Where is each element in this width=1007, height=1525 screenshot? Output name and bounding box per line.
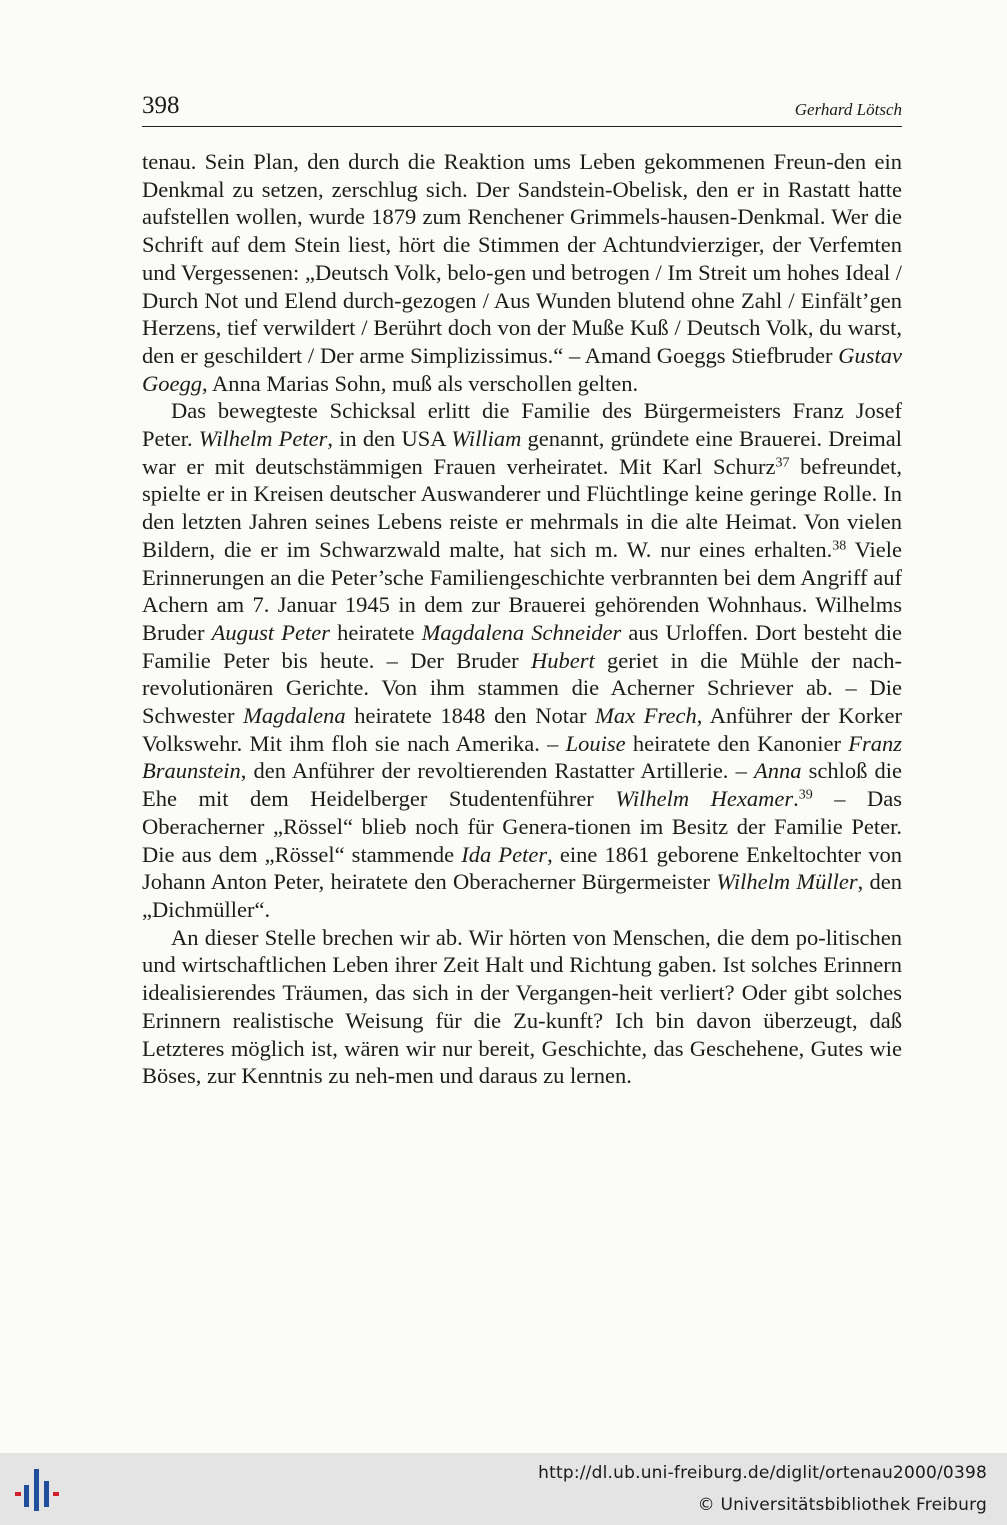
text-run: , Anführer der Korker Volkswehr. Mit ihm floh sie nach Amerika. – [142, 703, 903, 756]
logo-blue-bar-3 [44, 1481, 49, 1507]
italic-name: William [451, 426, 522, 452]
text-run: . [793, 786, 799, 812]
italic-name: Ida Peter [461, 841, 548, 867]
paragraph [142, 148, 902, 397]
permalink-url[interactable]: http://dl.ub.uni-freiburg.de/diglit/ortenau2000/0398 [538, 1463, 987, 1483]
text-run: befreundet, spielte er in Kreisen deutscher Auswanderer und Flüchtlinge keine geringe Rolle. In den letzten Jahren seines Lebens reiste er mehrmals in die alte Heimat. Von vielen Bildern, die er im Schwarzwald malte, hat sich m. W. nur eines erhalten. [142, 453, 902, 562]
body-text [142, 148, 902, 1090]
text-run: , in den USA [327, 426, 452, 452]
text-run: geriet in die Mühle der nach-revolutionären Gerichte. Von ihm stammen die Acherner Schriever ab. – Die Schwester [142, 647, 902, 729]
text-run: aus Urloffen. Dort besteht die Familie Peter bis heute. – Der Bruder [142, 619, 903, 673]
text-run: tenau. Sein Plan, den durch die Reaktion ums Leben gekommenen Freun-den ein Denkmal zu setzen, zerschlug sich. Der Sandstein-Obelisk, den er in Rastatt hatte aufstellen wollen, wurde 1879 zum Renchener Grimmels-hausen-Denkmal. Wer die Schrift auf dem Stein liest, hört die Stimmen der Achtundvierziger, der Verfemten und Vergessenen: „Deutsch Volk, belo-gen und betrogen / Im Streit um hohes Ideal / Durch Not und Elend durch-gezogen / Aus Wunden blutend ohne Zahl / Einfält’gen Herzens, tief verwildert / Berührt doch von der Muße Kuß / Deutsch Volk, du warst, den er geschildert / Der arme Simplizissimus.“ – Amand Goeggs Stiefbruder [142, 149, 902, 368]
paragraph [142, 924, 902, 1090]
italic-name: Max Frech [595, 703, 697, 729]
logo-red-bar-right [53, 1492, 59, 1496]
italic-name: Magdalena [243, 703, 346, 729]
text-run: heiratete 1848 den Notar [345, 703, 596, 729]
italic-name: Louise [565, 730, 626, 756]
footnote-marker: 39 [798, 787, 813, 803]
italic-name: Franz Braunstein [142, 730, 902, 784]
text-run: heiratete [329, 619, 422, 645]
text-run: , eine 1861 geborene Enkeltochter von Johann Anton Peter, heiratete den Oberacherner Bürgermeister [142, 841, 902, 895]
italic-name: Gustav Goegg [142, 342, 902, 396]
text-run: heiratete den Kanonier [625, 730, 849, 756]
paragraph [142, 397, 902, 923]
logo-blue-bar-2 [34, 1469, 39, 1511]
text-run: , den „Dichmüller“. [142, 869, 902, 922]
text-run: , Anna Marias Sohn, muß als verschollen gelten. [202, 370, 639, 396]
footnote-marker: 37 [775, 455, 790, 471]
text-run: schloß die Ehe mit dem Heidelberger Studentenführer [142, 758, 902, 812]
footnote-marker: 38 [832, 538, 847, 554]
running-head-author: Gerhard Lötsch [794, 100, 902, 119]
page-header [142, 92, 902, 127]
italic-name: Magdalena Schneider [421, 619, 622, 645]
italic-name: Wilhelm Müller [716, 869, 858, 895]
logo-red-bar-left [15, 1492, 21, 1496]
text-run: Das bewegteste Schicksal erlitt die Familie des Bürgermeisters Franz Josef Peter. [142, 398, 902, 452]
italic-name: August Peter [211, 619, 330, 645]
logo-blue-bar-1 [24, 1485, 29, 1507]
italic-name: Wilhelm Peter [198, 426, 328, 452]
ub-freiburg-logo-icon [12, 1463, 64, 1515]
italic-name: Hubert [530, 647, 595, 673]
text-run: – Das Oberacherner „Rössel“ blieb noch für Genera-tionen im Besitz der Familie Peter. Die aus dem „Rössel“ stammende [142, 786, 902, 867]
copyright-notice: © Universitätsbibliothek Freiburg [697, 1495, 987, 1515]
library-footer [0, 1453, 1007, 1525]
italic-name: Wilhelm Hexamer [615, 786, 794, 812]
text-run: genannt, gründete eine Brauerei. Dreimal war er mit deutschstämmigen Frauen verheiratet. Mit Karl Schurz [142, 426, 902, 479]
text-run: , den Anführer der revoltierenden Rastatter Artillerie. – [240, 758, 754, 784]
page-number: 398 [142, 92, 180, 119]
text-run: An dieser Stelle brechen wir ab. Wir hörten von Menschen, die dem po-litischen und wirtschaftlichen Leben ihrer Zeit Halt und Richtung gaben. Ist solches Erinnern idealisierendes Träumen, das sich in der Vergangen-heit verliert? Oder gibt solches Erinnern realistische Weisung für die Zu-kunft? Ich bin davon überzeugt, daß Letzteres möglich ist, wären wir nur bereit, Geschichte, das Geschehene, Gutes wie Böses, zur Kenntnis zu neh-men und daraus zu lernen. [142, 924, 902, 1089]
italic-name: Anna [753, 758, 802, 784]
text-run: Viele Erinnerungen an die Peter’sche Familiengeschichte verbrannten bei dem Angriff auf Achern am 7. Januar 1945 in dem zur Brauerei gehörenden Wohnhaus. Wilhelms Bruder [142, 536, 903, 645]
